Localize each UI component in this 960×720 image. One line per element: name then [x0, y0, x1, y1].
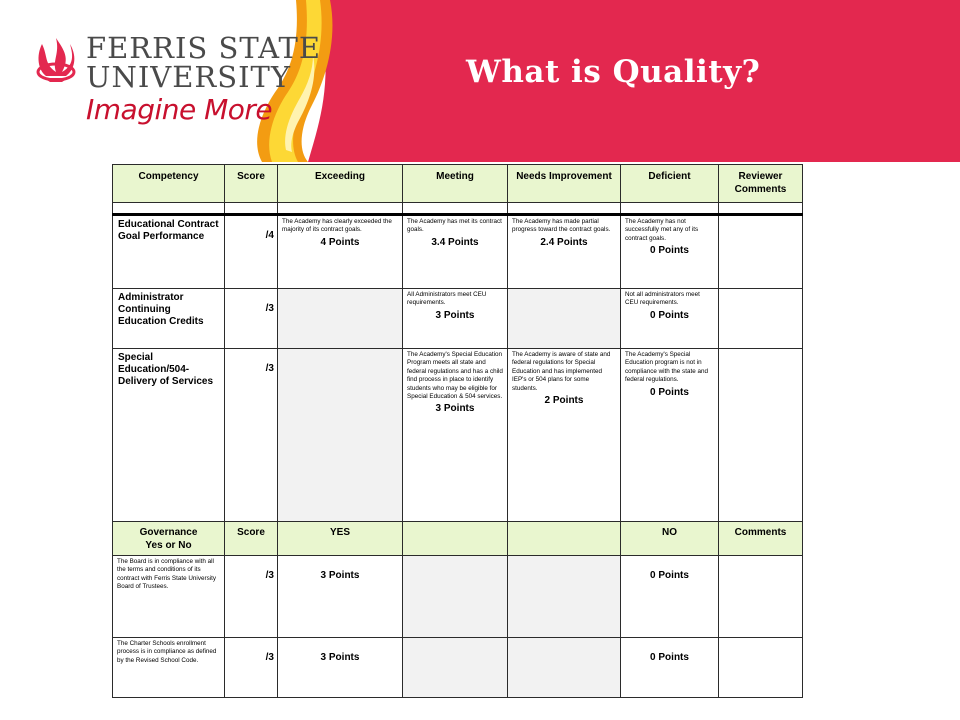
criteria-text: Not all administrators meet CEU requirements. — [625, 291, 700, 307]
col-header-governance: Governance Yes or No — [113, 522, 225, 556]
deficient-cell — [621, 349, 719, 522]
points-label: 4 Points — [320, 236, 360, 248]
points-label: 2.4 Points — [540, 236, 588, 248]
col-header-exceeding: Exceeding — [278, 165, 403, 203]
yes-points-cell: 3 Points — [278, 556, 403, 638]
exceeding-cell — [278, 349, 403, 522]
blank-cell — [508, 556, 621, 638]
governance-row — [113, 556, 803, 638]
exceeding-cell — [278, 289, 403, 349]
col-header-yes: YES — [278, 522, 403, 556]
points-label: 2 Points — [544, 395, 584, 407]
score-cell: /3 — [225, 638, 278, 698]
table-header-row — [113, 165, 803, 203]
col-header-deficient: Deficient — [621, 165, 719, 203]
competency-cell: Special Education/504- Delivery of Services — [113, 349, 225, 522]
criteria-text: The Academy has met its contract goals. — [407, 218, 502, 234]
blank-cell — [403, 638, 508, 698]
meeting-cell — [403, 349, 508, 522]
comments-cell — [719, 638, 803, 698]
deficient-cell — [621, 289, 719, 349]
points-label: 0 Points — [650, 386, 689, 398]
criteria-text: The Academy is aware of state and federal regulations for Special Education and has implemented IEP's or 504 plans for some students. — [512, 351, 611, 392]
brand-name-line1: FERRIS STATE — [86, 31, 321, 65]
col-header-reviewer-comments: Reviewer Comments — [719, 165, 803, 203]
col-header-comments: Comments — [719, 522, 803, 556]
points-label: 3 Points — [435, 403, 475, 415]
brand-tagline: Imagine More — [86, 93, 273, 126]
meeting-cell — [403, 215, 508, 289]
table-row — [113, 215, 803, 289]
brand-name-line2: UNIVERSITY — [86, 60, 292, 94]
col-header-needs-improvement: Needs Improvement — [508, 165, 621, 203]
needs-improvement-cell — [508, 349, 621, 522]
col-header-blank — [403, 522, 508, 556]
comments-cell — [719, 556, 803, 638]
score-cell: /4 — [225, 215, 278, 289]
reviewer-comments-cell — [719, 349, 803, 522]
quality-rubric-table — [112, 164, 803, 698]
exceeding-cell — [278, 215, 403, 289]
reviewer-comments-cell — [719, 289, 803, 349]
governance-header-row — [113, 522, 803, 556]
criteria-text: The Academy has made partial progress toward the contract goals. — [512, 218, 611, 234]
table-spacer-row — [113, 203, 803, 215]
col-header-blank — [508, 522, 621, 556]
page-title: What is Quality? — [466, 54, 761, 90]
points-label: 0 Points — [650, 245, 689, 257]
governance-row — [113, 638, 803, 698]
score-cell: /3 — [225, 556, 278, 638]
criteria-text: All Administrators meet CEU requirements. — [407, 291, 487, 307]
governance-criteria-cell: The Charter Schools enrollment process is in compliance as defined by the Revised School Code. — [113, 638, 225, 698]
needs-improvement-cell — [508, 289, 621, 349]
meeting-cell — [403, 289, 508, 349]
table-row — [113, 289, 803, 349]
no-points-cell: 0 Points — [621, 556, 719, 638]
criteria-text: The Academy's Special Education program is not in compliance with the state and federal regulations. — [625, 351, 708, 384]
competency-cell: Administrator Continuing Education Credits — [113, 289, 225, 349]
points-label: 0 Points — [650, 309, 689, 321]
governance-criteria-cell: The Board is in compliance with all the terms and conditions of its contract with Ferris State University Board of Trustees. — [113, 556, 225, 638]
col-header-governance-score: Score — [225, 522, 278, 556]
competency-cell: Educational Contract Goal Performance — [113, 215, 225, 289]
score-cell: /3 — [225, 289, 278, 349]
col-header-no: NO — [621, 522, 719, 556]
points-label: 3.4 Points — [431, 236, 479, 248]
col-header-meeting: Meeting — [403, 165, 508, 203]
reviewer-comments-cell — [719, 215, 803, 289]
criteria-text: The Academy's Special Education Program meets all state and federal regulations and has a child find process in place to identify students who may be eligible for Special Education & 504 services. — [407, 351, 503, 401]
criteria-text: The Academy has clearly exceeded the majority of its contract goals. — [282, 218, 392, 234]
needs-improvement-cell — [508, 215, 621, 289]
col-header-competency: Competency — [113, 165, 225, 203]
criteria-text: The Academy has not successfully met any of its contract goals. — [625, 218, 699, 242]
deficient-cell — [621, 215, 719, 289]
blank-cell — [403, 556, 508, 638]
points-label: 3 Points — [435, 309, 475, 321]
col-header-score: Score — [225, 165, 278, 203]
score-cell: /3 — [225, 349, 278, 522]
table-row — [113, 349, 803, 522]
blank-cell — [508, 638, 621, 698]
yes-points-cell: 3 Points — [278, 638, 403, 698]
no-points-cell: 0 Points — [621, 638, 719, 698]
